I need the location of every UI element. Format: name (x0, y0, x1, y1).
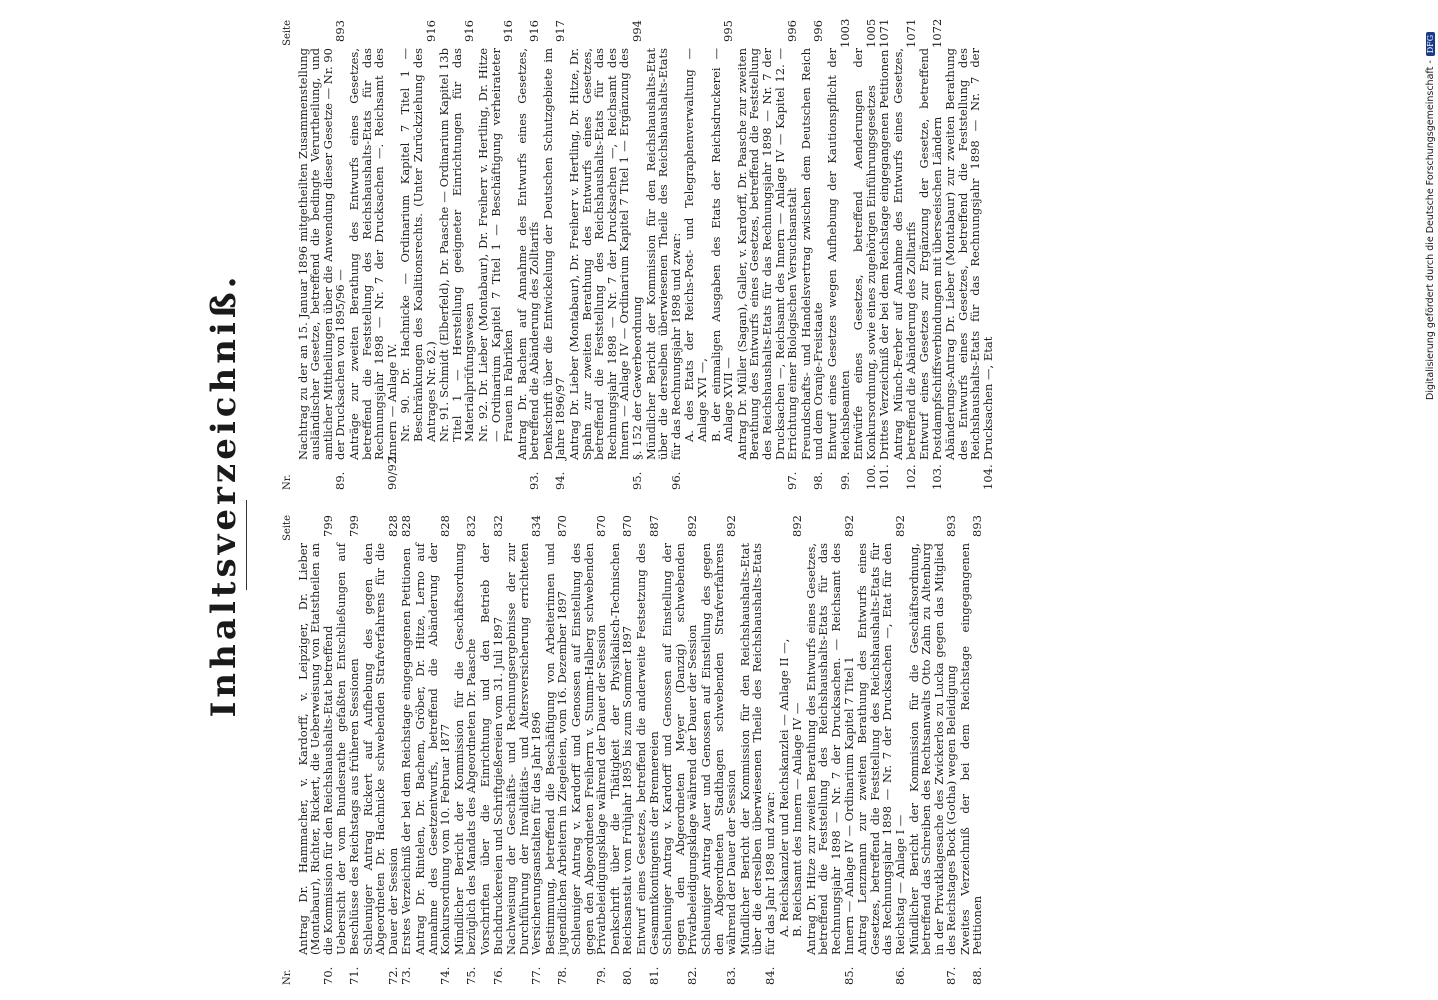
entry-number: 102. (903, 464, 918, 490)
entry-page: 996 (785, 20, 800, 42)
entry-text: Mündlicher Bericht der Kommission für den Reichshaushalts-Etat über die derselben überwiesenen Theile des Reichshaushalts-Etats für das Jahr 1898 und zwar: (737, 543, 777, 955)
entry-text: Denkschrift über die Entwickelung der Deutschen Schutzgebiete im Jahre 1896/97 (540, 48, 568, 460)
toc-entry (826, 20, 851, 490)
right-column (282, 18, 996, 490)
entry-text: Mündlicher Bericht der Kommission für die Geschäftsordnung bezüglich des Mandats des Abgeordneten Dr. Paasche (451, 543, 479, 955)
entry-page: 1003 (837, 18, 852, 48)
dfg-logo: DFG (1426, 32, 1435, 56)
toc-entry (805, 515, 855, 985)
entry-number: 84. (762, 966, 777, 985)
entry-page: 893 (944, 515, 959, 537)
entry-text: Antrag Münch-Ferber auf Annahme des Entwurfs eines Gesetzes, betreffend die Abänderung des Zolltarifs (890, 48, 918, 460)
entry-page: 870 (594, 515, 609, 537)
toc-entry (414, 515, 452, 985)
entry-number: 85. (841, 966, 856, 985)
toc-entry (400, 515, 413, 985)
entry-text: Antrag Dr. Bachem auf Annahme des Entwurfs eines Gesetzes, betreffend die Abänderung des Zolltarifs (514, 48, 542, 460)
entry-page: 828 (438, 515, 453, 537)
entry-page: 893 (333, 20, 348, 42)
entry-number: 71. (346, 966, 361, 985)
toc-entry (348, 20, 398, 490)
entry-number: 86. (892, 966, 907, 985)
entry-page: 828 (399, 515, 414, 537)
entry-text: Schleuniger Antrag Auer und Genossen auf Einstellung des gegen den Abgeordneten Stadthagen schwebenden Strafverfahrens während der Dauer der Session (699, 543, 739, 955)
entry-text: Nachweisung der Geschäfts- und Rechnungsergebnisse der zur Durchführung der Invaliditäts- und Altersversicherung errichteten Versicherungsanstalten für das Jahr 1896 (504, 543, 544, 955)
toc-entry (791, 515, 804, 985)
toc-entry (297, 515, 335, 985)
entry-page: 917 (553, 20, 568, 42)
entry-number: 78. (555, 966, 570, 985)
entry-text: A. des Etats der Reichs-Post- und Telegraphenverwaltung — Anlage XVI —, (682, 48, 709, 442)
title-rule-box (246, 500, 250, 590)
nr-header: Nr. (282, 969, 293, 985)
toc-entry (477, 20, 515, 490)
entry-number: 96. (668, 471, 683, 490)
toc-entry (635, 515, 660, 985)
entry-text: B. Reichsamt des Innern — Anlage IV — (790, 702, 805, 937)
toc-entry (438, 20, 476, 490)
toc-entry (892, 20, 917, 490)
entry-number: 72. (385, 966, 400, 985)
nr-header: Nr. (282, 474, 293, 490)
left-column (282, 515, 985, 985)
entry-number: 99. (837, 471, 852, 490)
toc-entry (661, 515, 699, 985)
page-title: Inhaltsverzeichniß. (204, 272, 244, 718)
entry-text: Nr. 91. Schmidt (Elberfeld), Dr. Paasche — Ordinarium Kapitel 13b Titel 1 — Herstellung geeigneter Einrichtungen für das Materialprüfungswesen (437, 48, 477, 442)
entry-page: 916 (501, 20, 516, 42)
toc-entry (878, 20, 891, 490)
credit-text: Digitalisierung gefördert durch die Deutsche Forschungsgemeinschaft - (1425, 60, 1436, 400)
entry-number: 76. (490, 966, 505, 985)
entry-text: Entwurf eines Gesetzes, betreffend die anderweite Festsetzung des Gesammtkontingents der Brennereien (634, 543, 661, 955)
entry-number: 75. (464, 966, 479, 985)
entry-text: B. der einmaligen Ausgaben des Etats der Reichsdruckerei — Anlage XVII — (708, 48, 736, 442)
entry-text: Entwurf eines Gesetzes zur Ergänzung der Gesetze, betreffend Postdampfschiffsverbindungen mit überseeischen Ländern (917, 48, 944, 460)
entry-number: 74. (438, 966, 453, 985)
entry-page: 916 (462, 20, 477, 42)
entry-text: Schleuniger Antrag v. Kardorff und Genossen auf Einstellung des gegen den Abgeordneten Freiherrn v. Stumm-Halberg schwebenden Privatbeleidigungsklage während der Dauer der Session (569, 543, 609, 955)
toc-entry (297, 20, 347, 490)
entry-page: 892 (892, 515, 907, 537)
entry-page: 916 (527, 20, 542, 42)
entry-number: 101. (877, 464, 892, 490)
toc-entry (736, 20, 799, 490)
toc-entry (568, 20, 644, 490)
entry-text: Freundschafts- und Handelsvertrag zwischen dem Deutschen Reich und dem Oranje-Freistaate (798, 48, 826, 460)
entry-number: 83. (724, 966, 739, 985)
entry-text: Erstes Verzeichniß der bei dem Reichstage eingegangenen Petitionen (399, 547, 414, 955)
entry-number: 82. (685, 966, 700, 985)
toc-entry (516, 20, 541, 490)
right-column-header (282, 20, 295, 490)
entry-page: 870 (555, 515, 570, 537)
entry-page: 892 (790, 515, 805, 537)
toc-entry (908, 515, 958, 985)
entry-page: 887 (646, 515, 661, 537)
entry-number: 88. (970, 966, 985, 985)
toc-entry (800, 20, 825, 490)
entry-page: 799 (346, 515, 361, 537)
entry-page: 828 (385, 515, 400, 537)
entry-number: 100. (863, 464, 878, 490)
entry-number: 97. (785, 471, 800, 490)
entry-page: 1005 (863, 18, 878, 48)
entry-page: 893 (970, 515, 985, 537)
entry-text: Antrag Dr. Müller (Sagan), Galler, v. Kardorff, Dr. Paasche zur zweiten Berathung des Entwurfs eines Gesetzes, betreffend die Feststellung des Reichshaushalts-Etats für das Rechnungsjahr 1898 — Nr. 7 der Drucksachen —, Reichsamt des Innern — Anlage IV — Kapitel 12. — Errichtung einer Biologischen Versuchsanstalt (734, 48, 800, 460)
left-entry-list (297, 515, 984, 985)
entry-text: Antrag Dr. Rintelen, Dr. Bachem, Gröber, Dr. Hitze, Lerno auf Annahme des Gesetzentwurfs, betreffend die Abänderung der Konkursordnung vom 10. Februar 1877 (412, 543, 453, 955)
entry-text: Entwurf eines Gesetzes wegen Aufhebung der Kautionspflicht der Reichsbeamten (824, 48, 852, 460)
entry-text: Denkschrift über die Thätigkeit der Physikalisch-Technischen Reichsanstalt vom Frühjahr 1895 bis zum Sommer 1897 (607, 543, 635, 955)
digitization-credit (1418, 8, 1436, 400)
entry-text: Nachtrag zu der an 15. Januar 1896 mitgetheilten Zusammenstellung ausländischer Gesetze, betreffend die bedingte Verurtheilung, und amtlicher Mittheilungen über die Anwendung dieser Gesetze — Nr. 90 der Drucksachen von 1895/96 — (295, 48, 348, 460)
toc-entry (852, 20, 877, 490)
entry-page: 995 (721, 20, 736, 42)
entry-text: Antrag Dr. Lieber (Montabaur), Dr. Freiherr v. Hertling, Dr. Hitze, Dr. Spahn zur zweiten Berathung des Entwurfs eines Gesetzes, betreffend die Feststellung des Reichshaushalts-Etats für das Rechnungsjahr 1898 — Nr. 7 der Drucksachen —, Reichsamt des Innern — Anlage IV — Ordinarium Kapitel 7 Titel 1 — Ergänzung des §. 152 der Gewerbeordnung (567, 48, 645, 460)
toc-entry (609, 515, 634, 985)
entry-number: 70. (320, 966, 335, 985)
toc-entry (544, 515, 569, 985)
entry-page: 832 (464, 515, 479, 537)
entry-page: 1071 (877, 18, 892, 48)
title-block (200, 10, 248, 980)
seite-header: Seite (282, 515, 293, 541)
toc-entry (778, 515, 791, 985)
toc-entry (944, 20, 994, 490)
seite-header: Seite (282, 20, 293, 46)
entry-number: 89. (333, 471, 348, 490)
entry-page: 994 (630, 20, 645, 42)
entry-number: 95. (630, 471, 645, 490)
entry-page: 892 (724, 515, 739, 537)
entry-text: Zweites Verzeichniß der bei dem Reichstage eingegangenen Petitionen (957, 543, 985, 955)
entry-text: Vorschriften über die Einrichtung und den Betrieb der Buchdruckereien und Schriftgießereien vom 31. Juli 1897 (477, 543, 505, 955)
entry-text: Antrag Lenzmann zur zweiten Berathung des Entwurfs eines Gesetzes, betreffend die Feststellung des Reichshaushalts-Etats für das Rechnungsjahr 1898 — Nr. 7 der Drucksachen —, Etat für den Reichstag — Anlage I — (855, 543, 907, 955)
entry-number: 90/92. (384, 453, 399, 490)
entry-text: Antrag Dr. Hitze zur zweiten Berathung des Entwurfs eines Gesetzes, betreffend die Feststellung des Reichshaushalts-Etats für das Rechnungsjahr 1898 — Nr. 7 der Drucksachen. — Reichsamt des Innern — Anlage IV — Ordinarium Kapitel 7 Titel 1 (803, 543, 856, 955)
entry-text: Nr. 92. Dr. Lieber (Montabaur), Dr. Freiherr v. Hertling, Dr. Hitze — Ordinarium Kapitel 7 Titel 1 — Beschäftigung verheirateter Frauen in Fabriken (475, 48, 516, 442)
entry-text: Nr. 90. Dr. Hachnicke — Ordinarium Kapitel 7 Titel 1 — Beschränkungen des Koalitionsrechts. (Unter Zurückziehung des Antrages Nr. 62.) (398, 48, 438, 442)
entry-page: 996 (811, 20, 826, 42)
toc-entry (856, 515, 906, 985)
entry-number: 103. (929, 464, 944, 490)
entry-number: 87. (944, 966, 959, 985)
entry-text: Antrag Dr. Hammacher, v. Kardorff, v. Leipziger, Dr. Lieber (Montabaur), Richter, Rickert, die Ueberweisung von Etatstheilen an die Kommission für den Reichshaushalts-Etat betreffend (295, 543, 335, 955)
right-entry-list (297, 20, 995, 490)
left-column-header (282, 515, 295, 985)
entry-number: 79. (594, 966, 609, 985)
entry-text: Drittes Verzeichniß der bei dem Reichstage eingegangenen Petitionen (877, 49, 892, 460)
entry-page: 892 (685, 515, 700, 537)
toc-entry (362, 515, 400, 985)
entry-page: 1072 (929, 18, 944, 48)
entry-text: A. Reichskanzler und Reichskanzlei — Anlage II —, (776, 638, 791, 937)
entry-page: 1071 (903, 18, 918, 48)
entry-number: 77. (529, 966, 544, 985)
entry-text: Uebersicht der vom Bundesrathe gefaßten Entschließungen auf Beschlüsse des Reichstags aus früheren Sessionen (334, 543, 361, 955)
entry-page: 799 (320, 515, 335, 537)
entry-page: 870 (620, 515, 635, 537)
toc-entry (959, 515, 984, 985)
entry-number: 93. (527, 471, 542, 490)
toc-entry (570, 515, 608, 985)
entry-text: Mündlicher Bericht der Kommission für die Geschäftsordnung, betreffend das Schreiben des Rechtsanwalts Otto Zahn zu Altenburg in der Privatklagesache des Zwickerlos zu Lucka gegen das Mitglied des Reichstages Bock (Gotha) wegen Beleidigung (906, 543, 959, 955)
entry-page: 832 (490, 515, 505, 537)
toc-entry (505, 515, 543, 985)
entry-number: 94. (553, 471, 568, 490)
entry-page: 892 (841, 515, 856, 537)
toc-entry (710, 20, 735, 490)
entry-text: Abänderungs-Antrag Dr. Lieber (Montabaur) zur zweiten Berathung des Entwurfs eines Gesetzes, betreffend die Feststellung des Reichshaushalts-Etats für das Rechnungsjahr 1898 — Nr. 7 der Drucksachen —, Etat (943, 48, 996, 460)
entry-text: Schleuniger Antrag Rickert auf Aufhebung des gegen den Abgeordneten Dr. Hachnicke schwebenden Strafverfahrens für die Dauer der Session (360, 543, 400, 955)
toc-entry (453, 515, 478, 985)
entry-number: 81. (646, 966, 661, 985)
toc-entry (335, 515, 360, 985)
entry-text: Mündlicher Bericht der Kommission für den Reichshaushalts-Etat über die derselben überwiesenen Theile des Reichshaushalts-Etats für das Rechnungsjahr 1898 und zwar: (643, 48, 683, 460)
entry-number: 98. (811, 471, 826, 490)
entry-page: 834 (529, 515, 544, 537)
toc-entry (399, 20, 437, 490)
toc-entry (542, 20, 567, 490)
title-rule (246, 500, 247, 590)
entry-number: 104. (981, 464, 996, 490)
entry-text: Bestimmung, betreffend die Beschäftigung von Arbeiterinnen und jugendlichen Arbeitern in Ziegeleien, vom 16. Dezember 1897 (542, 543, 570, 955)
entry-number: 73. (399, 966, 414, 985)
toc-entry (918, 20, 943, 490)
toc-entry (700, 515, 738, 985)
entry-page: 916 (423, 20, 438, 42)
toc-entry (479, 515, 504, 985)
toc-entry (683, 20, 708, 490)
entry-text: Entwürfe eines Gesetzes, betreffend Aenderungen der Konkursordnung, sowie eines zugehörigen Einführungsgesetzes (851, 48, 878, 460)
toc-entry (739, 515, 777, 985)
entry-text: Schleuniger Antrag v. Kardorff und Genossen auf Einstellung der gegen den Abgeordneten Meyer (Danzig) schwebenden Privatbeleidigungsklage während der Dauer der Session (660, 543, 700, 955)
toc-entry (645, 20, 683, 490)
entry-text: Anträge zur zweiten Berathung des Entwurfs eines Gesetzes, betreffend die Feststellung des Reichshaushalts-Etats für das Rechnungsjahr 1898 — Nr. 7 der Drucksachen —. Reichsamt des Innern — Anlage IV. (346, 48, 399, 460)
entry-number: 80. (620, 966, 635, 985)
